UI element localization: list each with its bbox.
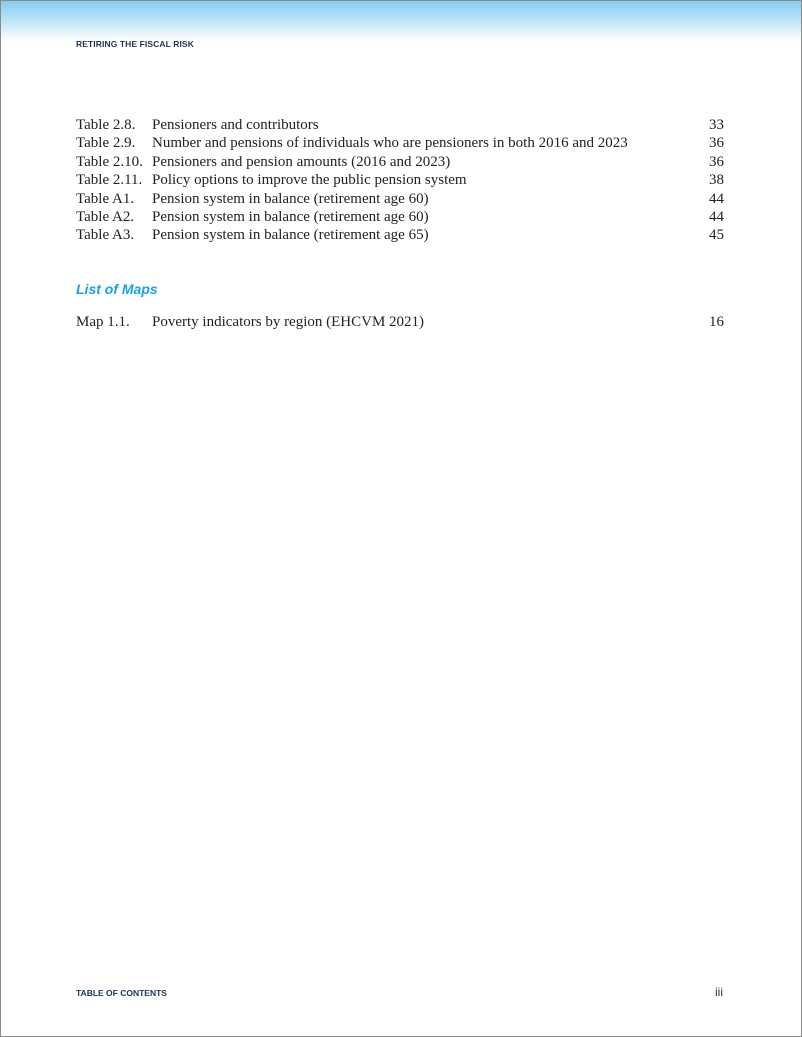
header-gradient-band — [1, 1, 801, 41]
entry-label: Table A2. — [76, 208, 135, 225]
toc-entry — [76, 153, 724, 171]
toc-entry — [76, 208, 724, 226]
entry-title: Pension system in balance (retirement age 60) — [152, 190, 429, 207]
toc-entry — [76, 116, 724, 134]
toc-entry — [76, 313, 724, 331]
entry-title: Pension system in balance (retirement age 65) — [152, 227, 429, 244]
entry-page: 44 — [709, 190, 724, 207]
toc-entry — [76, 171, 724, 189]
entry-label: Table A1. — [76, 190, 135, 207]
list-of-maps-heading: List of Maps — [76, 281, 158, 297]
entry-label: Table 2.9. — [76, 135, 136, 152]
entry-title: Poverty indicators by region (EHCVM 2021) — [152, 314, 425, 330]
toc-entry — [76, 134, 724, 152]
page-number: iii — [715, 985, 723, 999]
entry-page: 36 — [709, 135, 724, 152]
entry-title: Number and pensions of individuals who are pensioners in both 2016 and 2023 — [152, 135, 628, 152]
entry-page: 16 — [709, 314, 724, 330]
entry-label: Table 2.11. — [76, 172, 143, 189]
entry-page: 36 — [709, 153, 724, 170]
entry-label: Map 1.1. — [76, 314, 130, 330]
entry-title: Pension system in balance (retirement age 60) — [152, 208, 429, 225]
entry-label: Table A3. — [76, 227, 135, 244]
entry-label: Table 2.8. — [76, 117, 136, 133]
entry-page: 45 — [709, 227, 724, 244]
toc-entry — [76, 226, 724, 244]
running-header: RETIRING THE FISCAL RISK — [76, 39, 194, 49]
entry-page: 44 — [709, 208, 724, 225]
entry-title: Pensioners and pension amounts (2016 and 2023) — [152, 153, 451, 170]
entry-page: 38 — [709, 172, 724, 189]
list-of-tables — [76, 116, 724, 245]
entry-label: Table 2.10. — [76, 153, 143, 170]
entry-title: Policy options to improve the public pension system — [152, 172, 467, 189]
footer-section-label: TABLE OF CONTENTS — [76, 988, 167, 998]
toc-entry — [76, 190, 724, 208]
entry-page: 33 — [709, 117, 724, 133]
list-of-maps — [76, 313, 724, 331]
entry-title: Pensioners and contributors — [152, 117, 319, 133]
